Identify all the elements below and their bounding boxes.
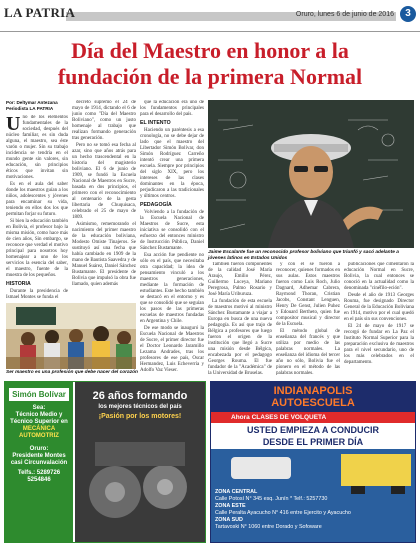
classroom-photo <box>6 303 136 369</box>
article-paragraph: El método global de enseñanza del francés y que utiliza por medio de las palabras normales. La enseñanza del idioma del tercer año no sólo, Bolivia fue el pionero en el método de las palabras normales. <box>276 329 340 376</box>
article-column-6 <box>344 262 414 377</box>
ad-years-banner: 26 años formando <box>92 390 188 402</box>
classroom-photo-caption: Ser maestro es una profesión que debe nacer del corazón <box>6 370 138 375</box>
ad-zone-label: ZONA ESTE <box>215 503 246 509</box>
article-intro: no de los elementos fundamentales de la sociedad, después del núcleo familiar, es sin duda alguna, el maestro, sea éste varón o mujer. Sin su trabajo incidencia se tendría en el mundo gente sin valores, sin educación, sin principios éticos que invitan sin motivaciones. <box>6 115 68 180</box>
article-paragraph: que la educación era uno de los fundamentos principales para el desarrollo del país. <box>140 100 204 117</box>
ad-engine-panel <box>75 382 205 542</box>
ad-address: Presidente Montes casi Circunvalación <box>10 453 68 466</box>
ad-slogan-2: DESDE EL PRIMER DÍA <box>262 437 364 447</box>
page-header <box>0 0 420 32</box>
ad-zone-address: Calle Potosí N° 345 esq. Junín * Telf.: 5257730 <box>215 496 328 502</box>
article-column-5 <box>276 262 340 377</box>
ad-contact <box>9 446 69 484</box>
page-number: 3 <box>400 6 416 22</box>
ad-title <box>211 382 415 412</box>
ad-offer-line: Técnico Medio y Técnico Superior en <box>10 412 68 425</box>
indianapolis-ad <box>210 381 416 543</box>
article-paragraph: La fundación de esta escuela de maestros motivó al ministro Sánchez Bustamante a viajar a Europa en busca de una nueva pedagogía. Es así que trajo de Bélgica a profesores que luego fueron el origen de la institución que llegó a Sucre una misión desde Bélgica, encabezada por el pedagogo Georges Rouma. El fue fundador de la "Académica" de la Universidad de Bruselas. <box>208 299 272 376</box>
classroom-illustration <box>6 303 136 369</box>
headline-line-2: fundación de la primera Normal <box>57 64 363 89</box>
ad-offer-line: Sea: <box>32 405 46 411</box>
article-paragraph: De ese modo se inauguró la Escuela Nacional de Maestros de Sucre, el primer director fue el Doctor Leonardo Jaramillo Lezama Andrades, tras los profesores de ese país, Oscar Hermandez, Luis Echeverría y Adolfo Vaz Vieser. <box>140 326 204 373</box>
ad-brand-2: AUTOESCUELA <box>271 397 355 409</box>
drop-cap: U <box>6 115 21 135</box>
article-paragraph: Haciendo un paréntesis a esa cronología, no se debe dejar de lado que el maestro del Libertador Simón Bolívar, don Simón Rodríguez Carreño intentó crear una primera escuela. Siempre por principios del siglo XIX, pero los intereses de las clases dominantes en la época, perjudicaron a las tradicionales y últimos centros. <box>140 128 204 199</box>
article-paragraph: Volviendo a la fundación de la Escuela Nacional de Maestros de Sucre, esta iniciativa se consolidó con el esfuerzo del entonces ministro de Instrucción Pública, Daniel Sánchez Bustamante. <box>140 210 204 251</box>
ad-slogan-box <box>211 423 415 449</box>
article-paragraph: El 24 de mayo de 1917 se recorgó de fundar en La Paz el Instituto Normal Superior para la preparación exclusiva de maestros para el nivel secundario, uno de los más celebrados en el departamento. <box>344 324 414 365</box>
article-paragraph: Durante la presidencia de Ismael Montes se funda el <box>6 289 68 300</box>
section-heading-pedagogia: PEDAGOGÍA <box>140 202 172 208</box>
article-column-4 <box>208 262 272 377</box>
ad-brand-1: INDIANAPOLIS <box>273 385 353 397</box>
newspaper-brand: LA PATRIA <box>4 5 76 20</box>
ad-slogan: ¡Pasión por los motores! <box>98 413 182 420</box>
article-paragraph: También fueron componentes de la calidad José María Araujo, Emilio Pérez, Guillermo Luceya, Mariano Peregrosa, Palmo Rosario y José María Uriburuza. <box>208 262 272 297</box>
ad-phone: Telfs.: 5289726 <box>17 470 61 476</box>
ad-tagline: los mejores técnicos del país <box>98 404 182 410</box>
ad-offer <box>9 405 69 440</box>
simon-bolivar-ad <box>4 381 206 543</box>
header-divider <box>0 31 420 32</box>
ad-school-name: Simón Bolívar <box>9 388 69 401</box>
article-paragraph: Esa acción fue pendiente no sólo en el país, que necesitaba otra capacidad; la idea de pensamiento vinculó a los maestros generaciones, mediante la formación de estudiantes. Este hecho también se destacó en el entorno y es que se consolidó que se seguían los pasos de las primeras escuelas de maestros fundadas en Argentina y Chile. <box>140 253 204 324</box>
headline <box>6 38 414 90</box>
ad-offer-line: MECÁNICA AUTOMOTRIZ <box>19 426 59 439</box>
article-paragraph: Asimismo, rememorando el nacimiento del primer maestro de la educación boliviana, Modesto Omiste Tinajeros. Se sustituyó así una fecha que había cambiado en 1909 de la mano de Bautista Saavedra y de Manuel Suárez, Daniel Sánchez Bustamante. El presidente de Bolivia que impulsó la obra fue llamado, quien además <box>72 222 136 287</box>
section-heading-history: HISTORIA <box>6 281 31 287</box>
article-paragraph: Desde el año de 1913 Georges Rouma, fue designado Director General de la Educación Boliviana en 1914, motivo por el cual quedó en el país sin sus convenciones. <box>344 293 414 322</box>
article-paragraph: Pero no se tomó esa fecha al azar, sino que años atrás para un hecho trascendental en la historia del magisterio boliviano. El 6 de junio de 1909, se fundó la Escuela Nacional de Maestros en Sucre, basada en dos principios, el primero con el reconocimiento al centenario de la gesta libertaria de Chuquisaca, celebrado el 25 de mayo de 1809. <box>72 143 136 220</box>
byline-author: Por: Deltymar Antezana <box>6 100 58 105</box>
article-column-3 <box>140 100 204 377</box>
ad-slogan-1: USTED EMPIEZA A CONDUCIR <box>246 425 379 435</box>
ad-green-panel <box>5 382 73 542</box>
ad-zone-label: ZONA SUD <box>215 517 243 523</box>
article-paragraph: publicaciones que cimentaron la educación Normal en Sucre, Bolivia, la cual entonces se conoció en la actualidad como la denominada "cinéfilo-eción". <box>344 262 414 291</box>
ad-zone-label: ZONA CENTRAL <box>215 489 258 495</box>
ad-subtitle: Ahora CLASES DE VOLQUETA <box>211 412 415 423</box>
ad-zone-address: Tartavoski N° 1060 entre Dorado y Sofoware <box>215 524 322 530</box>
ad-city: Oruro: <box>29 446 49 452</box>
ad-addresses <box>215 489 411 531</box>
teacher-photo-caption: Jaime Escalante fue un reconocido profesor boliviano que triunfó y sacó adelante a jóvenes latinos en Estados Unidos <box>208 250 399 261</box>
ad-address-panel <box>211 449 415 542</box>
article-paragraph: Es en el aula del saber donde los maestros guían a los niños, adolescentes y jóvenes para encaminar su vida, teniendo en ellos dos los que permitan forjar su futuro. <box>6 182 68 217</box>
byline-role: Periodista LA PATRIA <box>6 106 54 111</box>
teacher-illustration <box>208 100 414 248</box>
article-column-2 <box>72 100 136 300</box>
section-heading-intento: EL INTENTO <box>140 120 171 126</box>
ad-zone-address: Calle Peralta Ayacucho N° 416 entre Ejercito y Ayacucho <box>215 510 351 516</box>
article-paragraph: y con él se fueron a reconocer, quienes formados en sus aulas. Estos maestros fueron como Luis Roch, Julio Dagnard, Adhemar Cabrera, Raymond Thoran, Cristian Jacobs, Constant Lenguen, Henry De Genst, Julien Puhez y Edouard Bertheto, quien fue compositor musical y director de la Escuela. <box>276 262 340 327</box>
header-date: Oruro, lunes 6 de junio de 2016 <box>295 11 394 18</box>
article-paragraph: decreto supremo el 24 de mayo de 1914, dictando el 6 de junio como "Día del Maestro Boliviano", como un justo homenaje al trabajo que realizan formando generación tras generación. <box>72 100 136 141</box>
article-paragraph: Si bien la educación también en Bolivia, el profesor bajo la misma misión, como hace más de cien años, Sin embargo, se reconoce que verdad el motivo principal para nosotros hoy homenajear a uno de los servicios la esencia del saber, el maestro, fuente de la muestra de los pequeños. <box>6 219 68 278</box>
headline-line-1: Día del Maestro en honor a la <box>71 38 349 63</box>
ad-phone: 5254846 <box>27 477 51 483</box>
teacher-photo <box>208 100 414 248</box>
